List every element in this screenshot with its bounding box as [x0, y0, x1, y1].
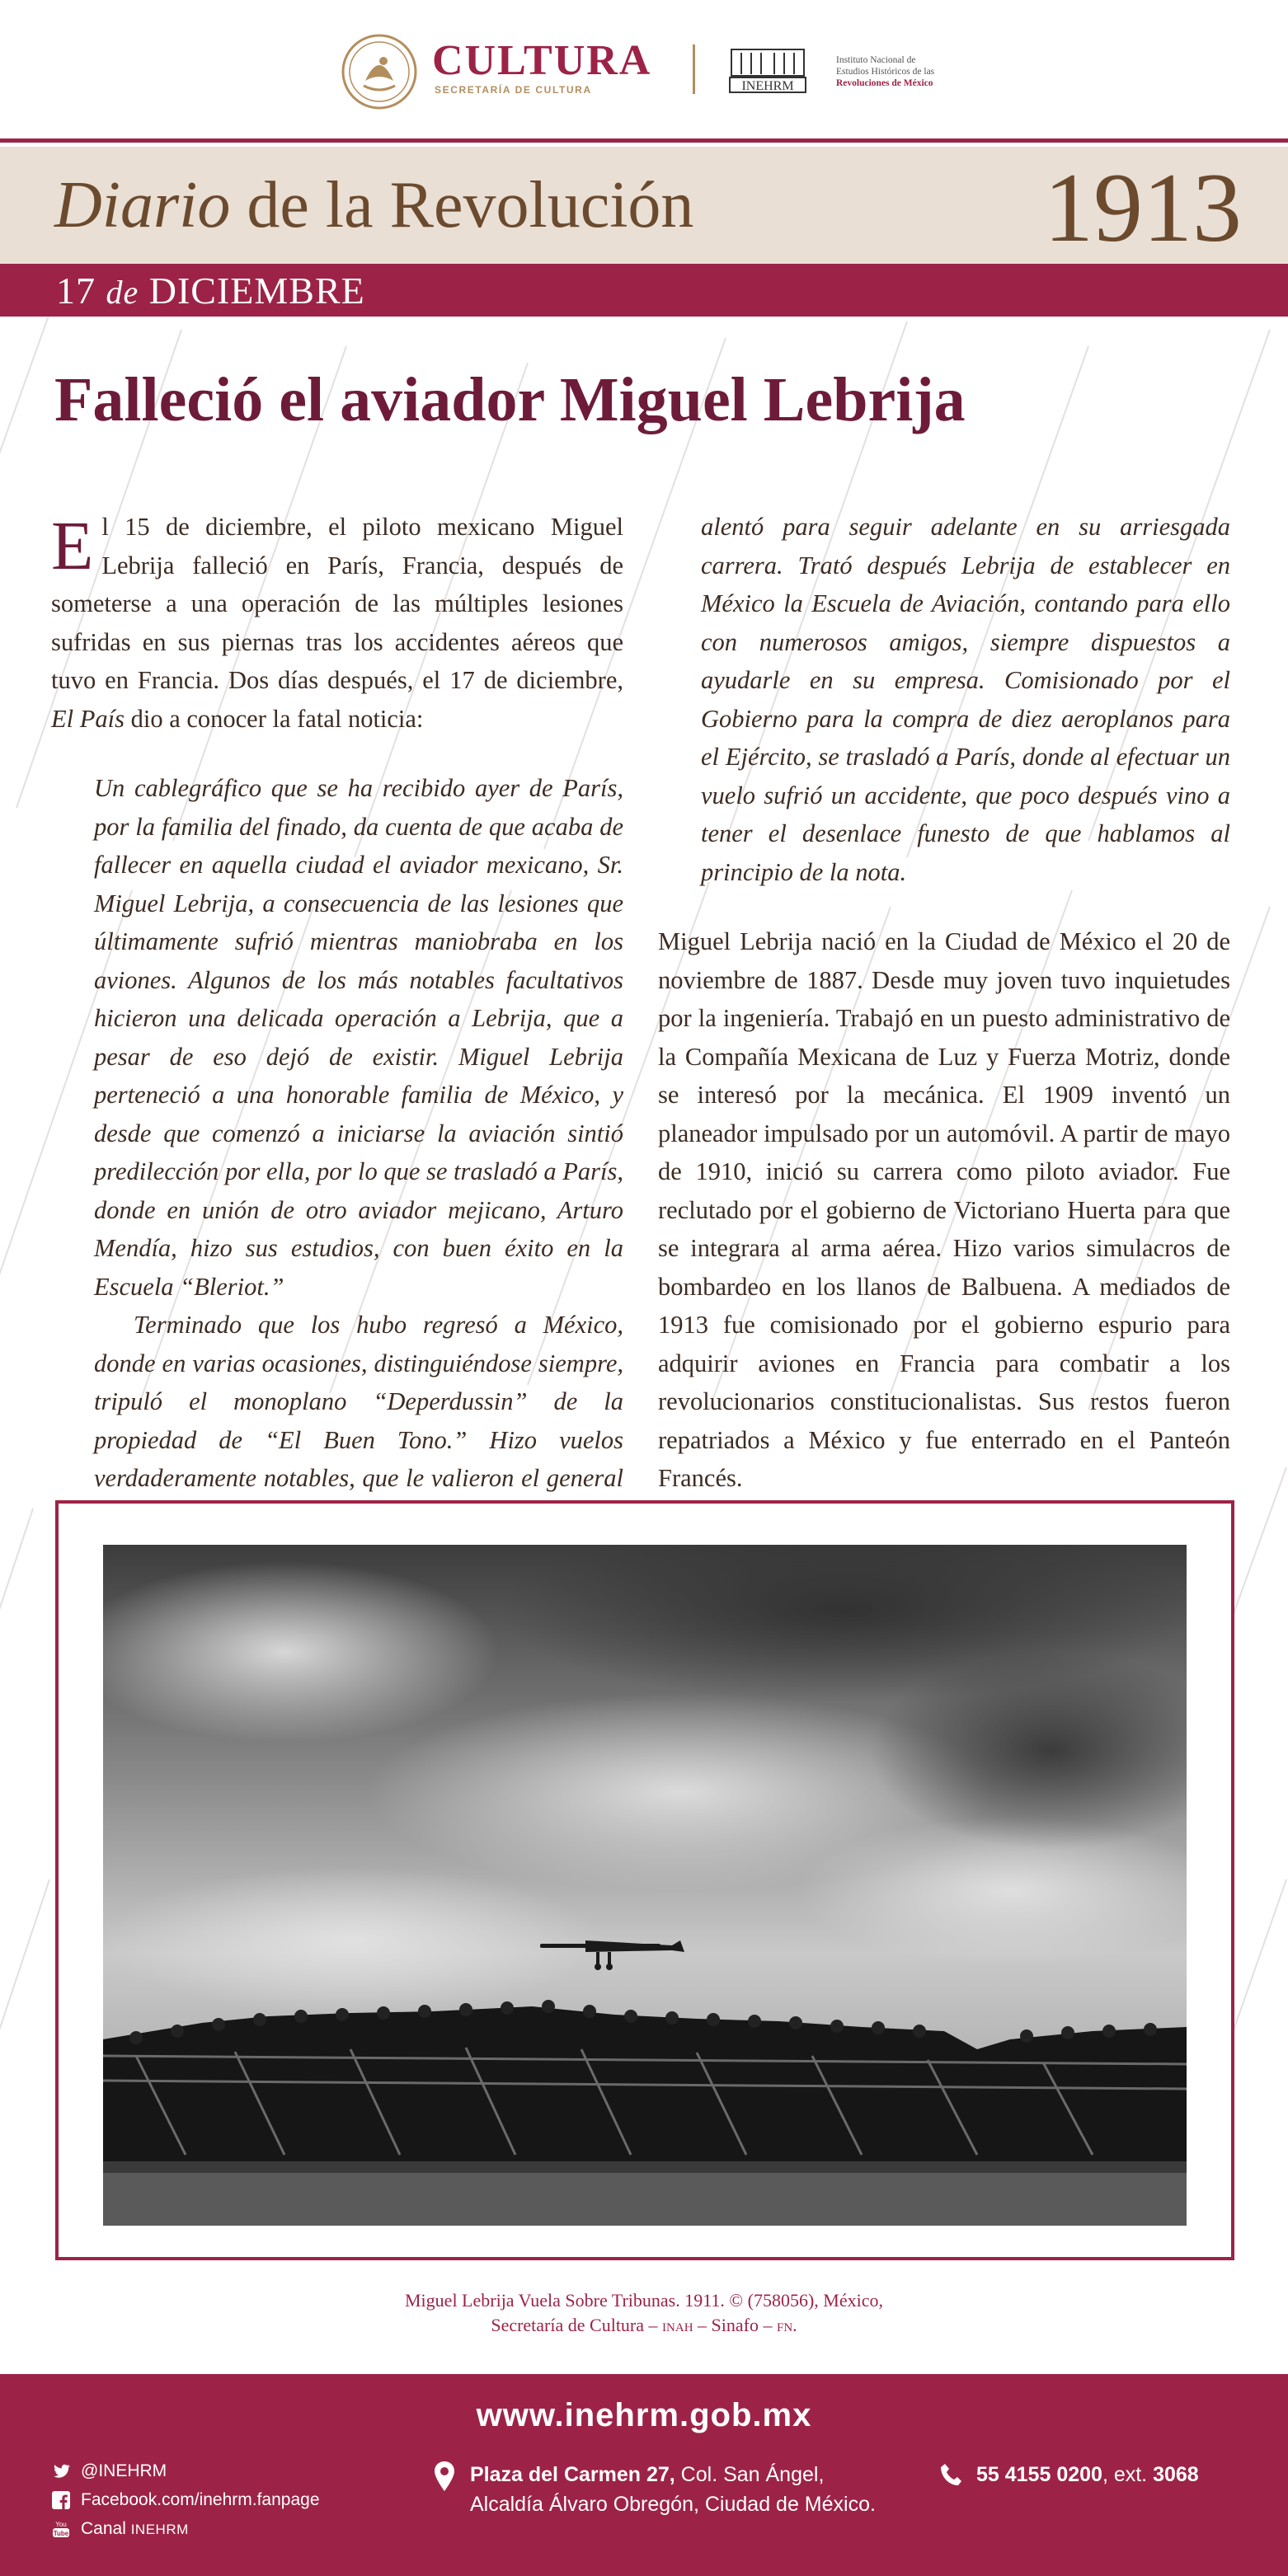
historical-photograph [103, 1545, 1187, 2226]
phone-ext-label: , ext. [1102, 2463, 1154, 2486]
address-colonia: Col. San Ángel, [675, 2463, 825, 2486]
publication-date [56, 269, 365, 312]
date-month: DICIEMBRE [139, 270, 365, 312]
intro-text: l 15 de diciembre, el piloto mexicano Miguel Lebrija falleció en París, Francia, después de someterse a una operación de las múltiples lesiones sufridas en sus piernas tras los accidentes aéreos que tuvo en Francia. Dos días después, el 17 de diciembre, [51, 513, 623, 694]
caption-credit-a: Secretaría de Cultura – [491, 2315, 663, 2335]
facebook-icon [51, 2490, 71, 2510]
twitter-link[interactable] [51, 2456, 320, 2485]
address-street: Plaza del Carmen 27, [470, 2463, 675, 2486]
source-name: El País [51, 704, 125, 733]
inehrm-line-2: Estudios Históricos de las [836, 67, 935, 77]
title-band [0, 147, 1288, 264]
svg-text:You: You [55, 2521, 67, 2528]
youtube-prefix: Canal [81, 2519, 131, 2538]
header-logos [0, 31, 1288, 114]
article-column-right [658, 508, 1230, 1498]
publication-title [54, 168, 693, 243]
inehrm-logo-text [836, 54, 934, 89]
inehrm-line-1: Instituto Nacional de [836, 55, 916, 65]
caption-line-1: Miguel Lebrija Vuela Sobre Tribunas. 1911. © (758056), México, [405, 2290, 883, 2311]
address-line-1 [470, 2460, 876, 2489]
caption-inah: inah [662, 2315, 693, 2335]
twitter-icon [51, 2461, 71, 2481]
quote-paragraph-2: Terminado que los hubo regresó a México, donde en varias ocasiones, distinguiéndose siempre, tripuló el monoplano “Deperdussin” de la propiedad de “El Buen Tono.” Hizo vuelos verdaderamente notables, que le valieron el general [94, 1311, 623, 1492]
publication-title-rest: de la Revolución [230, 169, 694, 242]
caption-fn: fn [776, 2315, 793, 2335]
drop-cap: E [51, 508, 94, 584]
cultura-logo-title: CULTURA [432, 37, 652, 84]
intro-text-end: dio a conocer la fatal noticia: [124, 704, 424, 733]
publication-title-italic: Diario [54, 169, 231, 242]
address-text [470, 2460, 876, 2519]
article-headline: Falleció el aviador Miguel Lebrija [54, 365, 966, 434]
logo-divider [693, 45, 695, 94]
date-day: 17 [56, 270, 106, 312]
cultura-logo-subtitle: SECRETARÍA DE CULTURA [435, 84, 592, 96]
phone-icon [940, 2463, 961, 2488]
location-pin-icon [434, 2461, 455, 2491]
article-column-left [51, 508, 623, 1536]
date-band [0, 264, 1288, 317]
inehrm-building-icon [728, 45, 807, 94]
svg-text:Tube: Tube [53, 2530, 69, 2537]
inehrm-line-3: Revoluciones de México [836, 78, 933, 88]
inehrm-logo-label: INEHRM [741, 79, 794, 93]
facebook-url: Facebook.com/inehrm.fanpage [81, 2490, 320, 2509]
youtube-link[interactable] [51, 2514, 320, 2544]
twitter-handle: @INEHRM [81, 2461, 167, 2480]
quote-paragraph-2-continued: alentó para seguir adelante en su arriesgada carrera. Trató después Lebrija de establecer en México la Escuela de Aviación, contando para ello con numerosos amigos, siempre dispuestos a ayudarle en su empresa. Comisionado por el Gobierno para la compra de diez aeroplanos para el Ejército, se trasladó a París, donde al efectuar un vuelo sufrió un accidente, que poco después vino a tener el desenlace funesto de que hablamos al principio de la nota. [701, 513, 1230, 886]
phone-ext: 3068 [1153, 2463, 1199, 2486]
website-link[interactable]: www.inehrm.gob.mx [476, 2397, 812, 2433]
photo-caption [0, 2288, 1288, 2338]
footer [0, 2374, 1288, 2576]
phone-number [976, 2460, 1199, 2489]
address-line-2: Alcaldía Álvaro Obregón, Ciudad de México. [470, 2493, 876, 2516]
intro-paragraph [51, 508, 623, 738]
address-block [434, 2460, 876, 2519]
national-seal-icon [341, 33, 418, 110]
caption-line-2 [0, 2313, 1288, 2338]
publication-year: 1913 [1044, 152, 1242, 262]
quote-paragraph-1: Un cablegráfico que se ha recibido ayer de París, por la familia del finado, da cuenta de que acaba de fallecer en aquella ciudad el aviador mexicano, Sr. Miguel Lebrija, a consecuencia de las lesiones que últimamente sufrió mientras maniobraba en los aviones. Algunos de los más notables facultativos hicieron una delicada operación a Lebrija, que a pesar de eso dejó de existir. Miguel Lebrija perteneció a una honorable familia de México, y desde que comenzó a iniciarse la aviación sintió predilección por ella, por lo que se trasladó a París, donde en unión de otro aviador mejicano, Arturo Mendía, hizo sus estudios, con buen éxito en la Escuela “Bleriot.” [94, 774, 623, 1301]
airplane-over-stands-image [103, 1545, 1187, 2226]
photo-frame [55, 1500, 1234, 2260]
caption-credit-b: – Sinafo – [693, 2315, 777, 2335]
youtube-channel [81, 2514, 189, 2544]
phone-block[interactable] [940, 2460, 1199, 2489]
caption-credit-end: . [792, 2315, 797, 2335]
date-de: de [106, 274, 139, 311]
biography-paragraph: Miguel Lebrija nació en la Ciudad de México el 20 de noviembre de 1887. Desde muy joven tuvo inquietudes por la ingeniería. Trabajó en un puesto administrativo de la Compañía Mexicana de Luz y Fuerza Motriz, donde se interesó por la mecánica. El 1909 inventó un planeador impulsado por un automóvil. A partir de mayo de 1910, inició su carrera como piloto aviador. Fue reclutado por el gobierno de Victoriano Huerta para que se integrara al arma aérea. Hizo varios simulacros de bombardeo en los llanos de Balbuena. A mediados de 1913 fue comisionado por el gobierno espurio para adquirir aviones en Francia para combatir a los revolucionarios constitucionalistas. Sus restos fueron repatriados a México y fue enterrado en el Panteón Francés. [658, 927, 1230, 1492]
youtube-icon [51, 2519, 71, 2539]
header-rule [0, 138, 1288, 143]
facebook-link[interactable] [51, 2485, 320, 2514]
youtube-name: INEHRM [130, 2522, 189, 2537]
phone-main: 55 4155 0200 [976, 2463, 1102, 2486]
social-links [51, 2456, 320, 2544]
